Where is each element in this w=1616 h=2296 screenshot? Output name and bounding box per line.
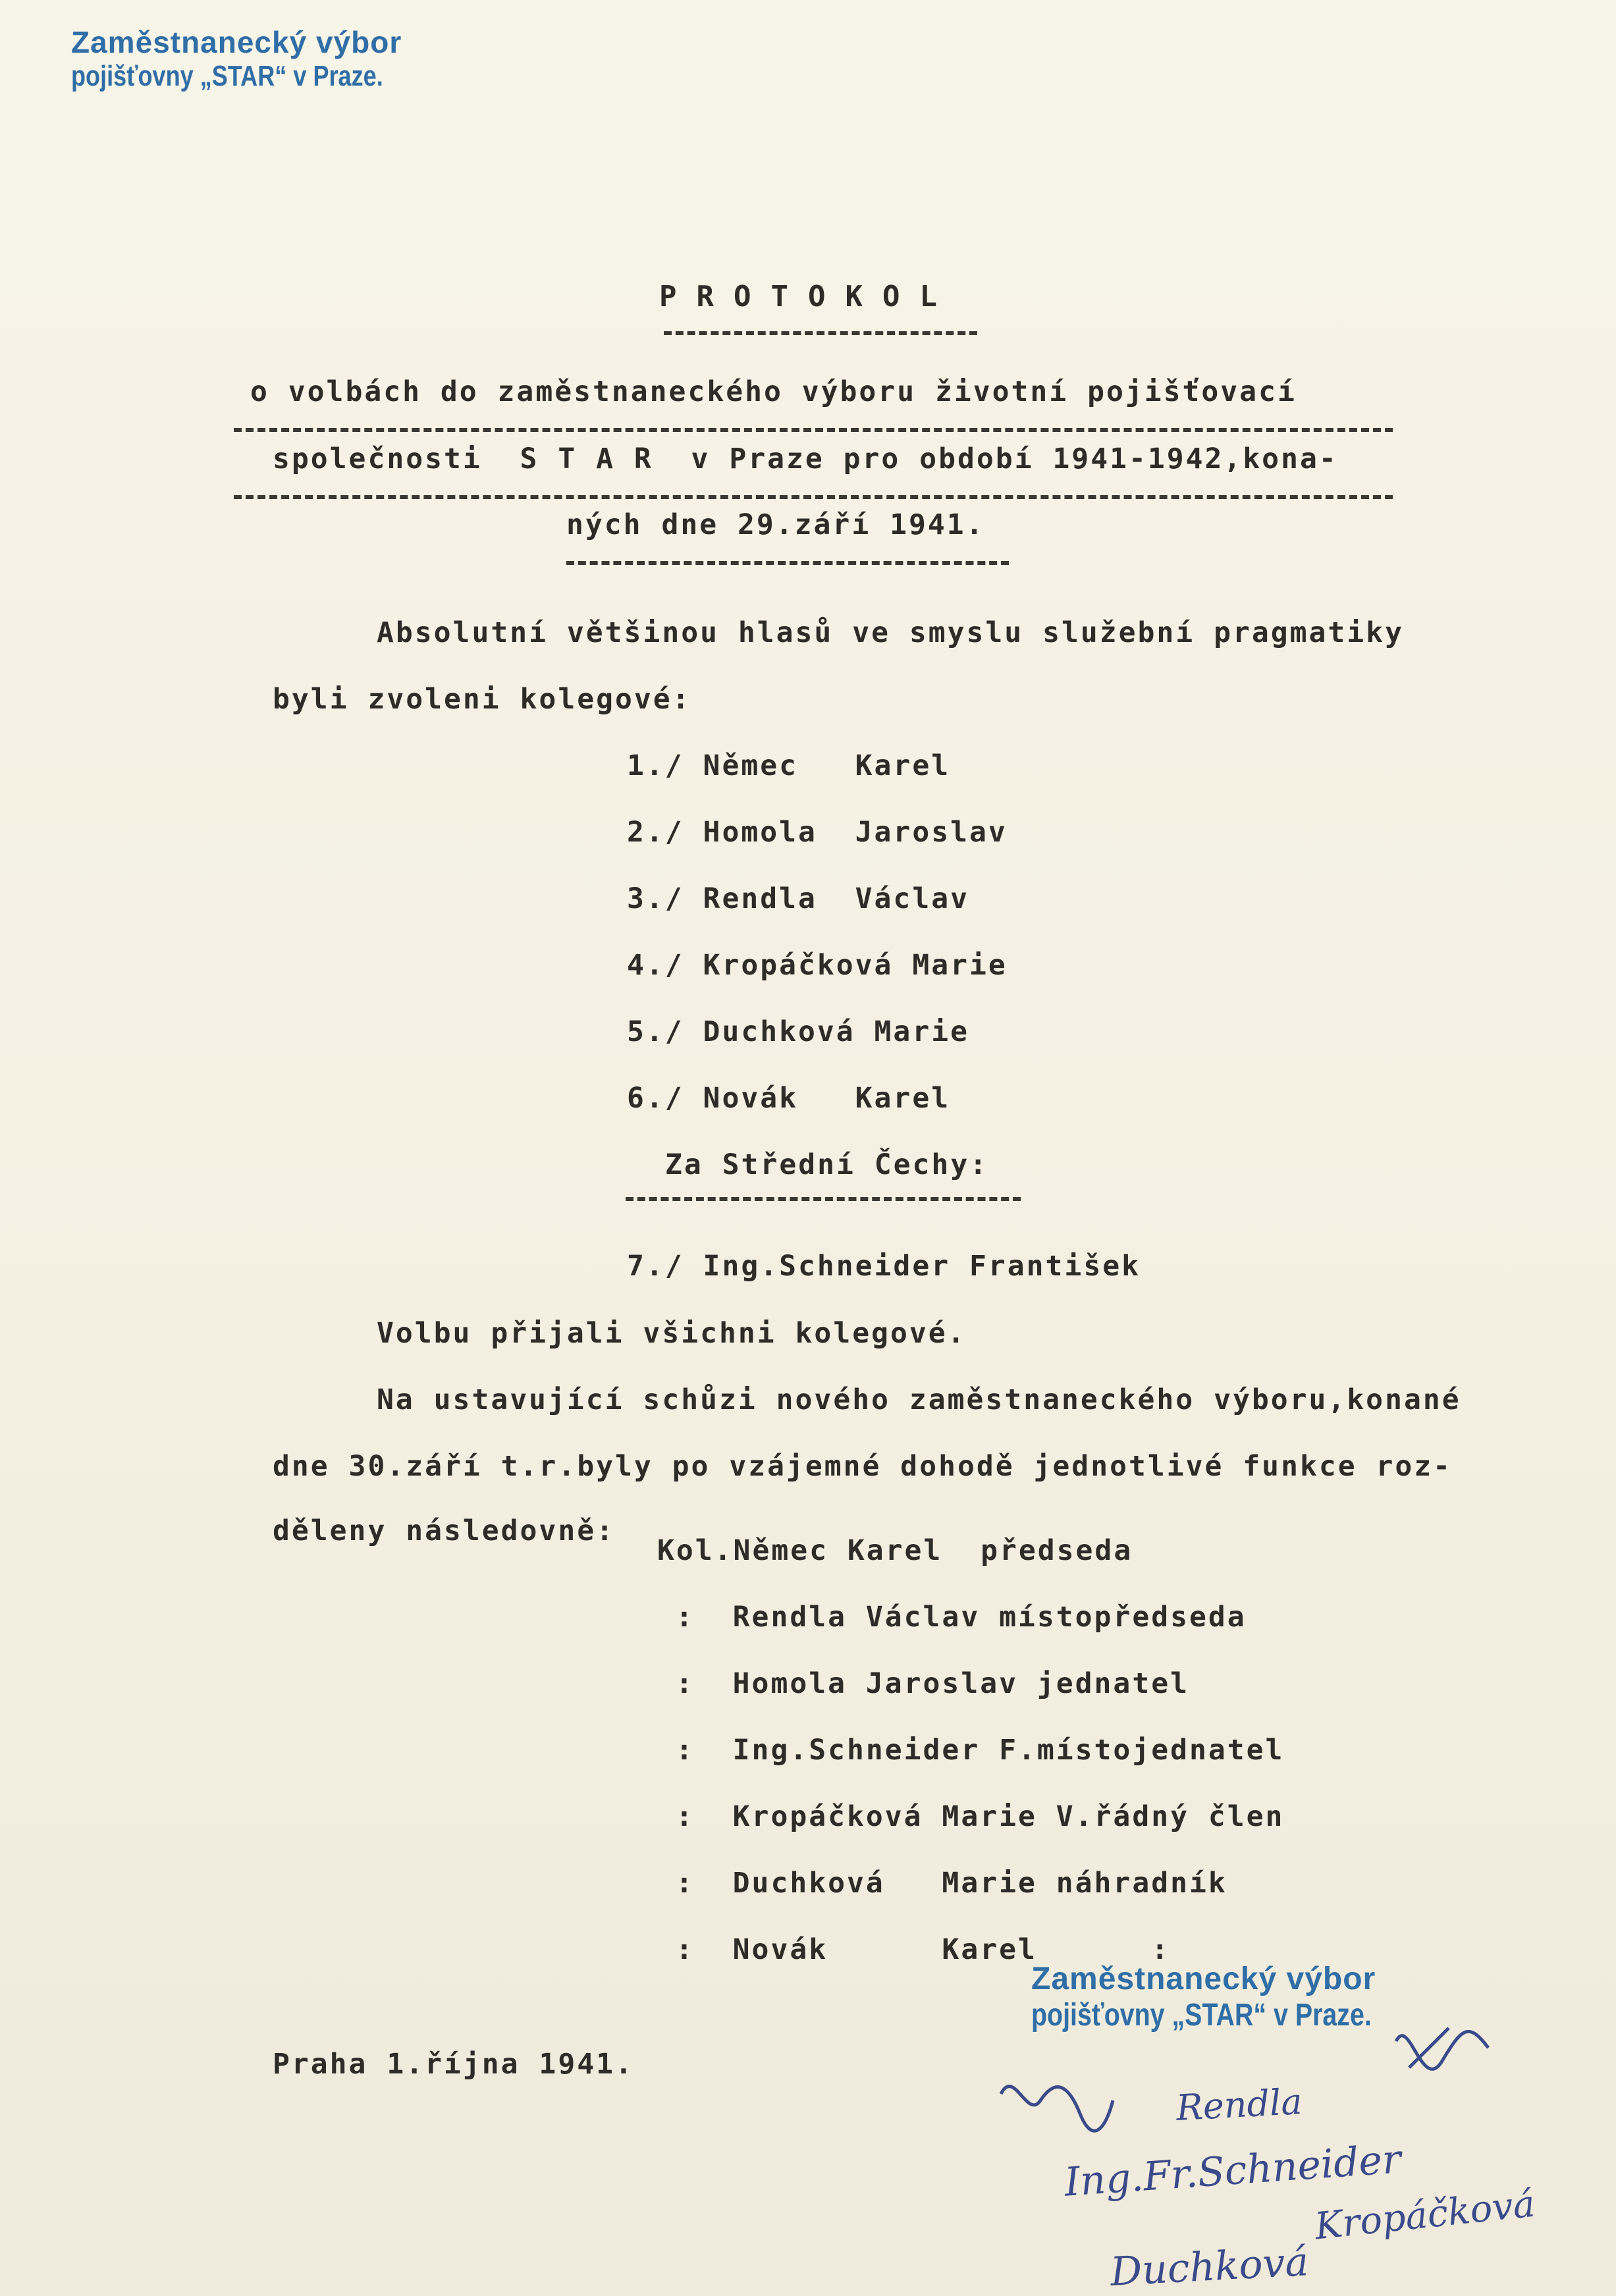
function-chair: Kol.Němec Karel předseda	[657, 1534, 1133, 1567]
region-heading-underline	[626, 1197, 1021, 1201]
stamp-line-2: pojišťovny „STAR“ v Praze.	[71, 59, 383, 92]
signature-kropackova: Kropáčková	[1312, 2182, 1538, 2249]
function-row-4: : Kropáčková Marie V.řádný člen	[676, 1800, 1285, 1833]
title-underline	[664, 331, 977, 335]
function-row-5: : Duchková Marie náhradník	[676, 1867, 1227, 1900]
intro-line-2: byli zvoleni kolegové:	[273, 683, 691, 716]
signature-rendla: Rendla	[1175, 2081, 1303, 2129]
function-row-3: : Ing.Schneider F.místojednatel	[676, 1734, 1285, 1767]
elected-member-2: 2./ Homola Jaroslav	[627, 816, 1008, 849]
subtitle-underline-2	[234, 495, 1393, 499]
elected-member-4: 4./ Kropáčková Marie	[627, 949, 1008, 982]
subtitle-underline-3	[566, 561, 1009, 565]
subtitle-line-3: ných dne 29.září 1941.	[566, 508, 985, 541]
constituting-line-2: dne 30.září t.r.byly po vzájemné dohodě jednotlivé funkce roz-	[273, 1450, 1453, 1483]
intro-line-1: Absolutní většinou hlasů ve smyslu služební pragmatiky	[377, 616, 1404, 649]
constituting-line-3: děleny následovně:	[273, 1514, 615, 1547]
function-row-2: : Homola Jaroslav jednatel	[676, 1667, 1189, 1700]
function-row-6: : Novák Karel :	[676, 1933, 1171, 1966]
signature-schneider: Ing.Fr.Schneider	[1063, 2136, 1403, 2206]
stamp-line-1: Zaměstnanecký výbor	[71, 25, 402, 59]
elected-member-6: 6./ Novák Karel	[627, 1082, 951, 1115]
elected-member-3: 3./ Rendla Václav	[627, 882, 969, 915]
document-title: PROTOKOL	[659, 280, 957, 313]
region-heading: Za Střední Čechy:	[665, 1148, 989, 1181]
signature-nemec	[1001, 2087, 1113, 2131]
elected-member-7: 7./ Ing.Schneider František	[627, 1250, 1141, 1283]
subtitle-underline-1	[234, 428, 1393, 432]
subtitle-line-2: společnosti S T A R v Praze pro období 1941-1942,kona-	[273, 442, 1338, 475]
signature-duchkova: Duchková	[1109, 2239, 1310, 2295]
signature-homola	[1396, 2028, 1488, 2069]
elected-member-1: 1./ Němec Karel	[627, 749, 951, 782]
place-date: Praha 1.října 1941.	[273, 2048, 634, 2081]
stamp-line-2: pojišťovny „STAR“ v Praze.	[1031, 1998, 1372, 2033]
function-row-1: : Rendla Václav místopředseda	[676, 1601, 1247, 1634]
elected-member-5: 5./ Duchková Marie	[627, 1015, 969, 1048]
subtitle-line-1: o volbách do zaměstnaneckého výboru životní pojišťovací	[250, 375, 1297, 408]
constituting-line-1: Na ustavující schůzi nového zaměstnaneckého výboru,konané	[377, 1383, 1461, 1416]
organization-stamp-top	[71, 25, 452, 93]
stamp-line-1: Zaměstnanecký výbor	[1031, 1962, 1376, 1996]
acceptance-text: Volbu přijali všichni kolegové.	[377, 1317, 967, 1350]
